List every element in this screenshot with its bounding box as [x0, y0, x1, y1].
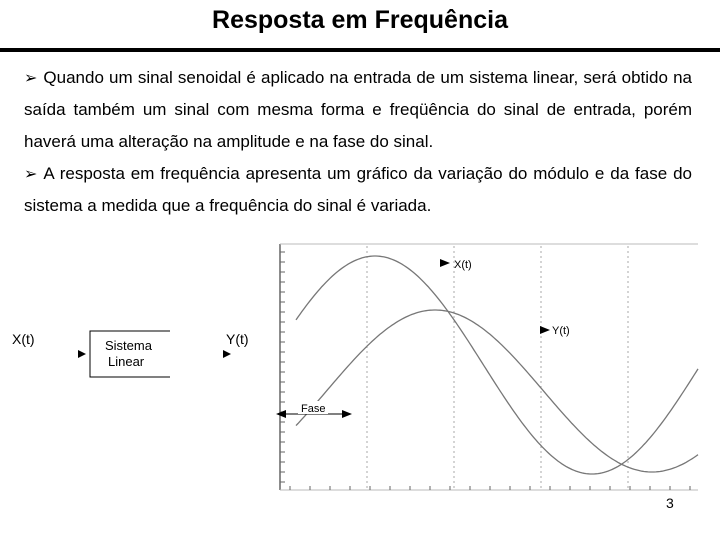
graph-gridlines: [367, 246, 628, 488]
bullet-text-2: A resposta em frequência apresenta um gráfico da variação do módulo e da fase do sistema a medida que a frequência do sinal é variada.: [24, 164, 692, 215]
waveform-graph: [276, 244, 698, 490]
system-label-line1: Sistema: [105, 338, 152, 353]
input-arrow-icon: [78, 350, 86, 358]
block-diagram: [12, 329, 249, 379]
block-input-label: X(t): [12, 331, 35, 347]
system-label-line2: Linear: [108, 354, 145, 369]
x-curve-label: X(t): [454, 259, 472, 271]
phase-left-arrow-icon: [276, 410, 286, 418]
bullet-text-1: Quando um sinal senoidal é aplicado na entrada de um sistema linear, será obtido na saída também um sinal com mesma forma e freqüência do sinal de entrada, porém haverá uma alteração na amplitude e na fase do sinal.: [24, 68, 692, 151]
input-signal-curve: [296, 256, 698, 474]
phase-right-arrow-icon: [342, 410, 352, 418]
y-curve-label: Y(t): [552, 325, 570, 337]
x-curve-pointer-icon: [440, 259, 450, 267]
output-signal-curve: [296, 310, 698, 472]
block-output-label: Y(t): [226, 331, 249, 347]
slide-title: Resposta em Frequência: [212, 6, 508, 34]
y-curve-pointer-icon: [540, 326, 550, 334]
arrow-bullet-icon: ➢: [24, 68, 38, 87]
system-block-mask: [170, 329, 176, 379]
phase-label: Fase: [301, 403, 326, 415]
page-number: 3: [666, 495, 674, 511]
output-arrow-icon: [223, 350, 231, 358]
arrow-bullet-icon: ➢: [24, 164, 38, 183]
